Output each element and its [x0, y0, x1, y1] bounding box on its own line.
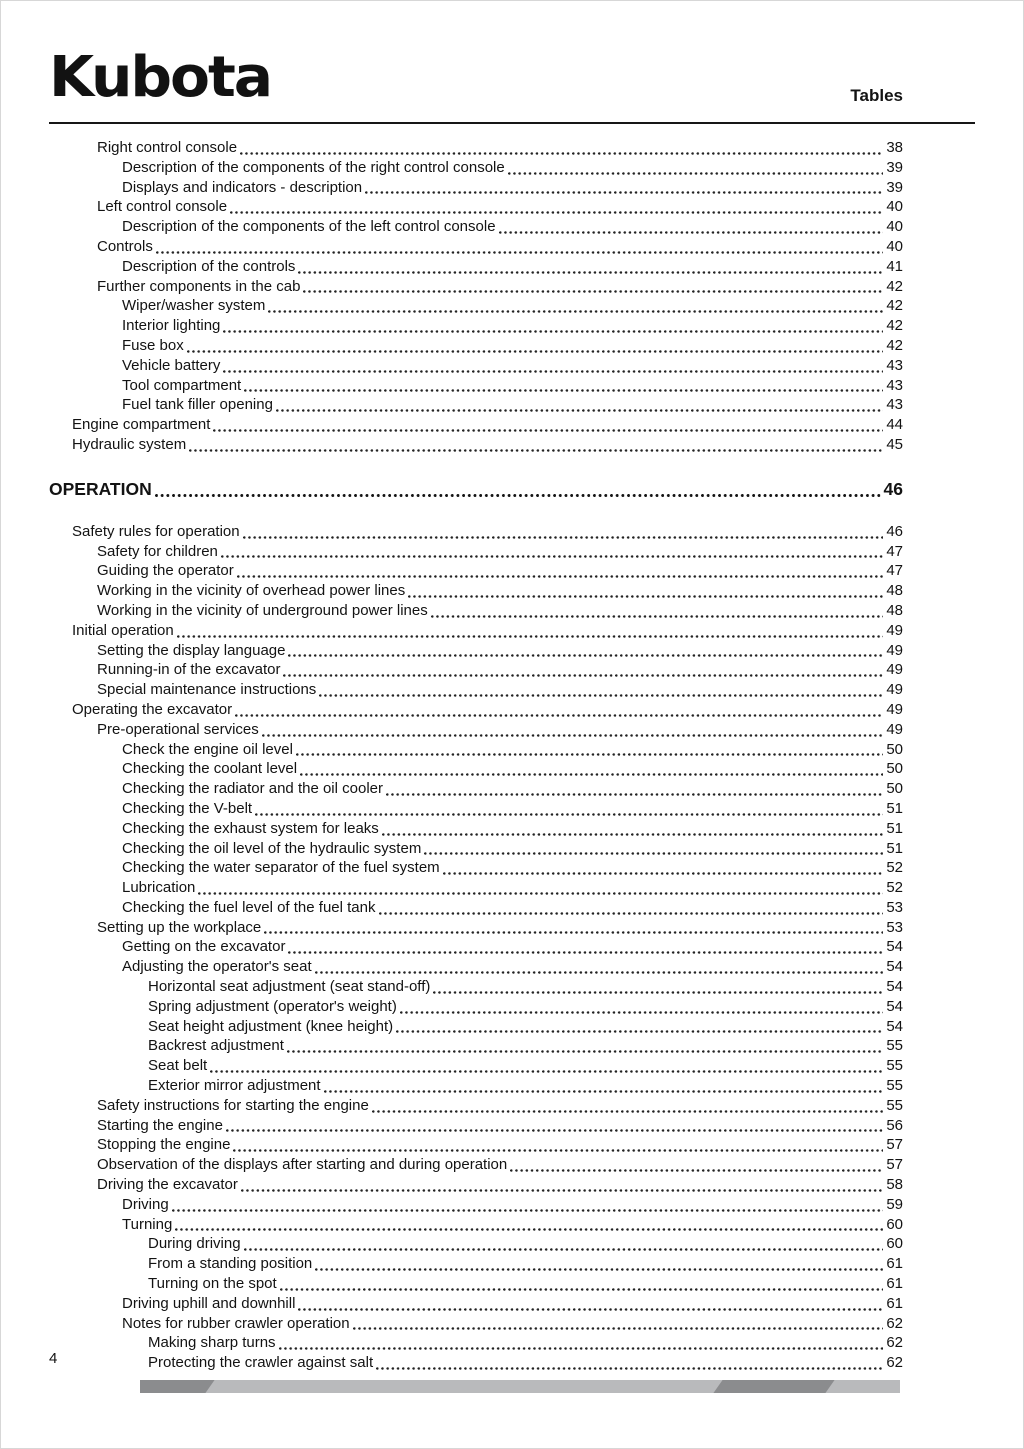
toc-dotted-leader: [507, 158, 885, 178]
toc-entry: [49, 1175, 903, 1195]
toc-entry-page-number: 55: [886, 1057, 903, 1075]
toc-dotted-leader: [279, 1274, 885, 1294]
kubota-logo: Kubota: [49, 45, 271, 110]
toc-entry-label: Displays and indicators - description: [122, 178, 363, 196]
toc-entry-label: Initial operation: [72, 621, 174, 639]
toc-entry-label: Working in the vicinity of overhead power lines: [97, 582, 406, 600]
toc-entry-page-number: 46: [886, 522, 903, 540]
toc-entry-page-number: 40: [886, 237, 903, 255]
toc-dotted-leader: [154, 478, 882, 500]
toc-entry-page-number: 45: [886, 435, 903, 453]
toc-entry: [49, 1096, 903, 1116]
page-header: [49, 36, 975, 124]
toc-entry-label: Vehicle battery: [122, 356, 221, 374]
toc-entry-label: Making sharp turns: [148, 1334, 276, 1352]
toc-entry-page-number: 51: [886, 819, 903, 837]
toc-entry-page-number: 50: [886, 780, 903, 798]
toc-entry-page-number: 62: [886, 1314, 903, 1332]
toc-entry-label: Tool compartment: [122, 376, 242, 394]
toc-entry-label: Controls: [97, 237, 153, 255]
toc-entry: [49, 839, 903, 859]
toc-entry: [49, 158, 903, 178]
toc-entry: [49, 799, 903, 819]
toc-dotted-leader: [430, 601, 885, 621]
toc-dotted-leader: [399, 997, 884, 1017]
toc-dotted-leader: [155, 237, 884, 257]
toc-entry: [49, 1353, 903, 1373]
toc-entry: [49, 581, 903, 601]
toc-entry-label: Description of the components of the right control console: [122, 158, 505, 176]
toc-entry-label: Driving uphill and downhill: [122, 1294, 296, 1312]
toc-entry: [49, 1195, 903, 1215]
toc-dotted-leader: [197, 878, 884, 898]
toc-entry: [49, 415, 903, 435]
toc-entry: [49, 680, 903, 700]
toc-entry-label: Pre-operational services: [97, 720, 259, 738]
toc-entry-label: Setting up the workplace: [97, 918, 262, 936]
toc-dotted-leader: [442, 858, 885, 878]
toc-entry: [49, 561, 903, 581]
toc-entry-page-number: 58: [886, 1176, 903, 1194]
toc-entry-label: Observation of the displays after starting and during operation: [97, 1156, 508, 1174]
toc-dotted-leader: [243, 376, 884, 396]
toc-dotted-leader: [261, 720, 885, 740]
toc-dotted-leader: [229, 197, 884, 217]
toc-dotted-leader: [236, 561, 885, 581]
toc-entry-label: Running-in of the excavator: [97, 661, 281, 679]
toc-dotted-leader: [275, 395, 884, 415]
toc-entry: [49, 700, 903, 720]
toc-entry-label: Checking the radiator and the oil cooler: [122, 780, 383, 798]
toc-entry-page-number: 54: [886, 978, 903, 996]
toc-dotted-leader: [352, 1314, 885, 1334]
toc-entry-page-number: 44: [886, 416, 903, 434]
toc-entry: [49, 1155, 903, 1175]
toc-entry-page-number: 50: [886, 760, 903, 778]
toc-entry-label: Driving: [122, 1195, 169, 1213]
toc-entry-page-number: 61: [886, 1255, 903, 1273]
toc-entry: [49, 197, 903, 217]
toc-entry: [49, 257, 903, 277]
toc-dotted-leader: [254, 799, 884, 819]
toc-entry-page-number: 49: [886, 720, 903, 738]
toc-entry-page-number: 51: [886, 799, 903, 817]
toc-dotted-leader: [186, 336, 885, 356]
toc-dotted-leader: [234, 700, 884, 720]
toc-entry: [49, 918, 903, 938]
toc-entry-label: Check the engine oil level: [122, 740, 293, 758]
toc-entry: [49, 1294, 903, 1314]
toc-dotted-leader: [174, 1215, 884, 1235]
toc-entry-label: Lubrication: [122, 879, 196, 897]
toc-dotted-leader: [509, 1155, 884, 1175]
toc-entry: [49, 376, 903, 396]
toc-entry-label: Getting on the excavator: [122, 938, 286, 956]
toc-entry-page-number: 42: [886, 277, 903, 295]
toc-entry-page-number: 40: [886, 198, 903, 216]
toc-entry: [49, 296, 903, 316]
toc-entry-page-number: 38: [886, 139, 903, 156]
toc-entry-label: Checking the exhaust system for leaks: [122, 819, 379, 837]
toc-entry-label: Interior lighting: [122, 317, 221, 335]
toc-entry-page-number: 51: [886, 839, 903, 857]
toc-entry-page-number: 48: [886, 601, 903, 619]
toc-entry: [49, 720, 903, 740]
toc-entry: [49, 1036, 903, 1056]
toc-entry-page-number: 48: [886, 582, 903, 600]
toc-dotted-leader: [407, 581, 884, 601]
toc-entry-page-number: 39: [886, 178, 903, 196]
toc-dotted-leader: [212, 415, 884, 435]
toc-entry: [49, 660, 903, 680]
toc-entry: [49, 1116, 903, 1136]
toc-entry-label: Further components in the cab: [97, 277, 301, 295]
toc-dotted-leader: [232, 1135, 884, 1155]
toc-entry-label: Driving the excavator: [97, 1176, 238, 1194]
toc-entry-page-number: 49: [886, 641, 903, 659]
toc-entry: [49, 1056, 903, 1076]
toc-dotted-leader: [225, 1116, 884, 1136]
toc-entry-label: Right control console: [97, 139, 238, 156]
toc-entry: [49, 1135, 903, 1155]
toc-entry-label: Starting the engine: [97, 1116, 223, 1134]
toc-entry-page-number: 53: [886, 918, 903, 936]
footer-bar-dark-segment-left: [140, 1380, 215, 1393]
toc-entry: [49, 641, 903, 661]
footer-decoration-bar: [140, 1380, 900, 1393]
toc-entry-label: Protecting the crawler against salt: [148, 1354, 374, 1372]
toc-entry: [49, 1017, 903, 1037]
toc-entry-label: Checking the V-belt: [122, 799, 253, 817]
toc-entry-page-number: 56: [886, 1116, 903, 1134]
toc-dotted-leader: [318, 680, 884, 700]
toc-dotted-leader: [240, 1175, 884, 1195]
toc-entry: [49, 937, 903, 957]
toc-entry-label: From a standing position: [148, 1255, 313, 1273]
toc-entry-page-number: 49: [886, 681, 903, 699]
toc-entry-page-number: 54: [886, 997, 903, 1015]
toc-dotted-leader: [385, 779, 884, 799]
toc-entry-page-number: 57: [886, 1156, 903, 1174]
toc-entry-page-number: 43: [886, 376, 903, 394]
toc-entry-label: Wiper/washer system: [122, 297, 266, 315]
toc-dotted-leader: [302, 277, 884, 297]
toc-entry-label: Turning: [122, 1215, 173, 1233]
toc-entry: [49, 858, 903, 878]
toc-entry-label: Checking the oil level of the hydraulic system: [122, 839, 422, 857]
toc-entry-page-number: 41: [886, 257, 903, 275]
toc-entry: [49, 1076, 903, 1096]
toc-entry: [49, 542, 903, 562]
toc-entry-label: Checking the coolant level: [122, 760, 298, 778]
toc-entry-page-number: 53: [886, 898, 903, 916]
toc-entry: [49, 977, 903, 997]
toc-entry-label: Exterior mirror adjustment: [148, 1077, 321, 1095]
toc-dotted-leader: [209, 1056, 884, 1076]
toc-entry: [49, 779, 903, 799]
toc-entry-page-number: 55: [886, 1077, 903, 1095]
toc-dotted-leader: [498, 217, 885, 237]
toc-entry-page-number: 49: [886, 700, 903, 718]
toc-entry-label: During driving: [148, 1235, 241, 1253]
toc-entry-label: Left control console: [97, 198, 228, 216]
toc-dotted-leader: [287, 937, 884, 957]
toc-dotted-leader: [188, 435, 884, 455]
toc-entry: [49, 1274, 903, 1294]
toc-dotted-leader: [282, 660, 884, 680]
toc-entry-page-number: 47: [886, 542, 903, 560]
toc-entry-page-number: 42: [886, 297, 903, 315]
toc-entry: [49, 435, 903, 455]
toc-entry: [49, 217, 903, 237]
toc-entry-label: Seat belt: [148, 1057, 208, 1075]
toc-entry-label: Notes for rubber crawler operation: [122, 1314, 350, 1332]
toc-dotted-leader: [222, 356, 884, 376]
toc-dotted-leader: [239, 138, 884, 158]
toc-section-heading: [49, 478, 903, 500]
toc-entry: [49, 277, 903, 297]
toc-entry-label: Adjusting the operator's seat: [122, 958, 312, 976]
toc-dotted-leader: [299, 759, 884, 779]
toc-entry-page-number: 39: [886, 158, 903, 176]
toc-entry-page-number: 55: [886, 1037, 903, 1055]
toc-entry-label: Setting the display language: [97, 641, 286, 659]
toc-entry-page-number: 61: [886, 1275, 903, 1293]
toc-entry-page-number: 40: [886, 218, 903, 236]
toc-entry: [49, 1234, 903, 1254]
toc-dotted-leader: [222, 316, 884, 336]
toc-entry-label: Description of the controls: [122, 257, 296, 275]
toc-dotted-leader: [176, 621, 885, 641]
toc-dotted-leader: [314, 957, 885, 977]
toc-entry-label: Special maintenance instructions: [97, 681, 317, 699]
toc-dotted-leader: [263, 918, 884, 938]
toc-dotted-leader: [297, 1294, 884, 1314]
toc-dotted-leader: [220, 542, 884, 562]
toc-dotted-leader: [375, 1353, 884, 1373]
toc-entry: [49, 395, 903, 415]
toc-entry-label: Description of the components of the left control console: [122, 218, 496, 236]
toc-entry-label: Checking the fuel level of the fuel tank: [122, 898, 376, 916]
toc-entry-label: Turning on the spot: [148, 1275, 277, 1293]
toc-entry-label: Safety for children: [97, 542, 218, 560]
toc-entry: [49, 957, 903, 977]
toc-list: [49, 138, 903, 1373]
toc-entry-label: Checking the water separator of the fuel system: [122, 859, 440, 877]
toc-entry: [49, 1254, 903, 1274]
toc-entry-label: Safety instructions for starting the engine: [97, 1096, 369, 1114]
toc-dotted-leader: [432, 977, 884, 997]
toc-entry-page-number: 52: [886, 859, 903, 877]
toc-dotted-leader: [287, 641, 884, 661]
toc-entry-page-number: 42: [886, 317, 903, 335]
toc-dotted-leader: [395, 1017, 884, 1037]
toc-entry-page-number: 60: [886, 1235, 903, 1253]
toc-entry: [49, 336, 903, 356]
toc-dotted-leader: [286, 1036, 884, 1056]
toc-dotted-leader: [267, 296, 884, 316]
toc-entry-page-number: 49: [886, 621, 903, 639]
toc-entry-label: Safety rules for operation: [72, 522, 240, 540]
toc-entry-page-number: 47: [886, 562, 903, 580]
toc-entry-label: Engine compartment: [72, 416, 211, 434]
toc-entry: [49, 356, 903, 376]
toc-dotted-leader: [314, 1254, 884, 1274]
toc-entry: [49, 819, 903, 839]
toc-dotted-leader: [378, 898, 885, 918]
toc-entry-label: Fuel tank filler opening: [122, 396, 273, 414]
toc-entry-page-number: 52: [886, 879, 903, 897]
toc-entry: [49, 878, 903, 898]
toc-entry-page-number: 60: [886, 1215, 903, 1233]
toc-entry: [49, 237, 903, 257]
footer-bar-dark-segment-middle: [713, 1380, 834, 1393]
toc-entry-label: Operating the excavator: [72, 700, 233, 718]
toc-entry-page-number: 49: [886, 661, 903, 679]
toc-entry: [49, 601, 903, 621]
page-number: 4: [49, 1350, 58, 1367]
toc-entry: [49, 138, 903, 158]
toc-entry: [49, 316, 903, 336]
toc-entry-label: Horizontal seat adjustment (seat stand-off): [148, 978, 431, 996]
toc-entry: [49, 1314, 903, 1334]
toc-entry: [49, 522, 903, 542]
toc-entry-page-number: 54: [886, 958, 903, 976]
toc-dotted-leader: [171, 1195, 885, 1215]
toc-entry-label: Stopping the engine: [97, 1136, 231, 1154]
toc-entry-page-number: 61: [886, 1294, 903, 1312]
toc-dotted-leader: [278, 1333, 885, 1353]
toc-dotted-leader: [295, 740, 884, 760]
toc-entry-page-number: 42: [886, 336, 903, 354]
toc-entry: [49, 997, 903, 1017]
toc-entry-page-number: 57: [886, 1136, 903, 1154]
toc-entry-page-number: 46: [883, 478, 903, 499]
toc-dotted-leader: [323, 1076, 885, 1096]
toc-dotted-leader: [297, 257, 884, 277]
toc-dotted-leader: [423, 839, 884, 859]
toc-entry: [49, 759, 903, 779]
toc-dotted-leader: [243, 1234, 885, 1254]
toc-entry-label: Spring adjustment (operator's weight): [148, 997, 397, 1015]
toc-entry-page-number: 59: [886, 1195, 903, 1213]
toc-dotted-leader: [242, 522, 885, 542]
toc-entry: [49, 621, 903, 641]
toc-entry-page-number: 54: [886, 938, 903, 956]
toc-entry-label: Backrest adjustment: [148, 1037, 284, 1055]
toc-entry-label: Guiding the operator: [97, 562, 234, 580]
header-section-title: Tables: [850, 86, 903, 105]
toc-entry-page-number: 43: [886, 396, 903, 414]
toc-entry-page-number: 55: [886, 1096, 903, 1114]
toc-entry-label: Seat height adjustment (knee height): [148, 1017, 394, 1035]
toc-entry: [49, 898, 903, 918]
toc-dotted-leader: [364, 178, 884, 198]
toc-entry-page-number: 62: [886, 1334, 903, 1352]
toc-entry-label: Fuse box: [122, 336, 184, 354]
toc-entry-page-number: 50: [886, 740, 903, 758]
toc-dotted-leader: [371, 1096, 884, 1116]
toc-entry-page-number: 62: [886, 1354, 903, 1372]
toc-entry-label: OPERATION: [49, 478, 152, 499]
toc-entry: [49, 1333, 903, 1353]
toc-entry-page-number: 54: [886, 1017, 903, 1035]
toc-entry-label: Hydraulic system: [72, 435, 187, 453]
toc-entry: [49, 178, 903, 198]
toc-entry-page-number: 43: [886, 356, 903, 374]
toc-dotted-leader: [381, 819, 885, 839]
toc-entry: [49, 740, 903, 760]
toc-entry: [49, 1215, 903, 1235]
toc-entry-label: Working in the vicinity of underground power lines: [97, 601, 428, 619]
